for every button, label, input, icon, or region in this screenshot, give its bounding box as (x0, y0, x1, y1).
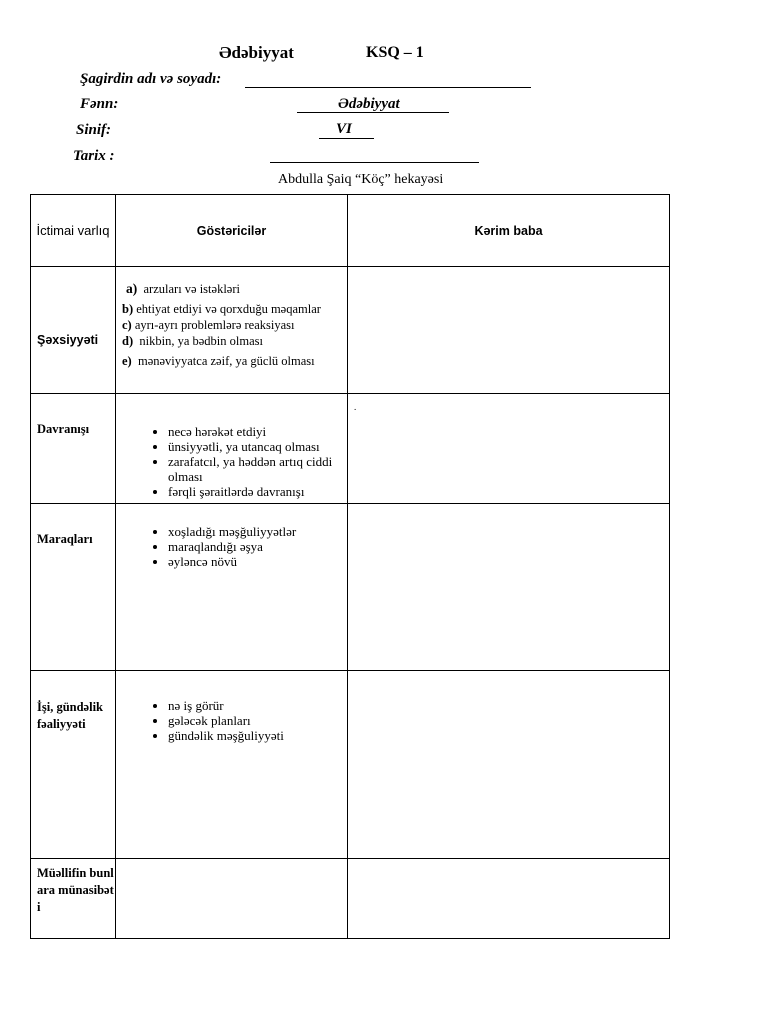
list-marker: d) (122, 334, 134, 348)
row-label-work (31, 671, 116, 859)
list-marker: c) (122, 318, 132, 332)
list-item (116, 301, 347, 317)
row-label-interests (31, 504, 116, 671)
class-field-line (319, 138, 374, 139)
author-attitude-answer-cell[interactable] (348, 859, 670, 939)
list-item-text: arzuları və istəkləri (143, 282, 240, 296)
table-row (31, 267, 670, 394)
date-label: Tarix : (73, 148, 115, 164)
subject-value: Ədəbiyyat (338, 96, 400, 112)
analysis-table (30, 194, 670, 939)
row-label-text: Maraqları (37, 532, 93, 546)
list-item: • zarafatcıl, ya həddən artıq ciddi olması (168, 454, 347, 484)
personality-indicators (116, 267, 348, 394)
behavior-list (116, 424, 347, 499)
row-label-behavior (31, 394, 116, 504)
author-attitude-indicators[interactable] (116, 859, 348, 939)
list-marker: a) (126, 281, 138, 296)
work-list (116, 698, 347, 743)
date-field[interactable] (270, 162, 479, 163)
row-label-text: İşi, gündəlik fəaliyyəti (37, 700, 104, 731)
document-code: KSQ – 1 (366, 44, 424, 61)
subject-label: Fənn: (80, 96, 119, 112)
list-marker: e) (122, 354, 132, 368)
work-indicators (116, 671, 348, 859)
row-label-text: Şəxsiyyəti (37, 333, 99, 347)
work-answer-cell[interactable] (348, 671, 670, 859)
interests-answer-cell[interactable] (348, 504, 670, 671)
list-item-text: mənəviyyatca zəif, ya güclü olması (137, 354, 315, 368)
header-kerim-baba (348, 195, 670, 267)
list-item (116, 281, 347, 297)
student-name-field[interactable] (245, 87, 531, 88)
header-indicators-text: Göstəricilər (196, 223, 267, 238)
class-value: VI (336, 121, 352, 137)
row-label-author-attitude (31, 859, 116, 939)
list-item (116, 317, 347, 333)
table-row (31, 671, 670, 859)
list-item: • xoşladığı məşğuliyyətlər (168, 524, 347, 539)
document-title: Ədəbiyyat (219, 43, 294, 62)
list-item: • ünsiyyətli, ya utancaq olması (168, 439, 347, 454)
list-item: • fərqli şəraitlərdə davranışı (168, 484, 347, 499)
table-row (31, 859, 670, 939)
list-item: • gündəlik məşğuliyyəti (168, 728, 347, 743)
student-name-label: Şagirdin adı və soyadı: (80, 71, 222, 87)
list-item: • maraqlandığı əşya (168, 539, 347, 554)
row-label-text: Davranışı (37, 422, 90, 436)
list-item: • nə iş görür (168, 698, 347, 713)
behavior-indicators (116, 394, 348, 504)
interests-indicators (116, 504, 348, 671)
header-indicators (116, 195, 348, 267)
list-item (116, 333, 347, 349)
row-label-text: Müəllifin bunlara münasibəti (37, 866, 114, 914)
interests-list (116, 524, 347, 569)
header-social-being (31, 195, 116, 267)
list-item-text: ayrı-ayrı problemlərə reaksiyası (134, 318, 295, 332)
list-item: • əyləncə növü (168, 554, 347, 569)
class-label: Sinif: (76, 122, 112, 138)
table-row (31, 394, 670, 504)
header-kerim-baba-text: Kərim baba (474, 223, 543, 238)
personality-answer-cell[interactable] (348, 267, 670, 394)
answer-text: . (354, 402, 357, 412)
table-row (31, 504, 670, 671)
story-title: Abdulla Şaiq “Köç” hekayəsi (278, 172, 444, 187)
header-social-being-text: İctimai varlıq (36, 223, 110, 238)
table-header-row (31, 195, 670, 267)
list-item-text: ehtiyat etdiyi və qorxduğu məqamlar (136, 302, 321, 316)
row-label-personality (31, 267, 116, 394)
list-item: • necə hərəkət etdiyi (168, 424, 347, 439)
list-item: • gələcək planları (168, 713, 347, 728)
list-item-text: nikbin, ya bədbin olması (139, 334, 263, 348)
behavior-answer-cell[interactable] (348, 394, 670, 504)
list-marker: b) (122, 302, 134, 316)
list-item (116, 353, 347, 369)
